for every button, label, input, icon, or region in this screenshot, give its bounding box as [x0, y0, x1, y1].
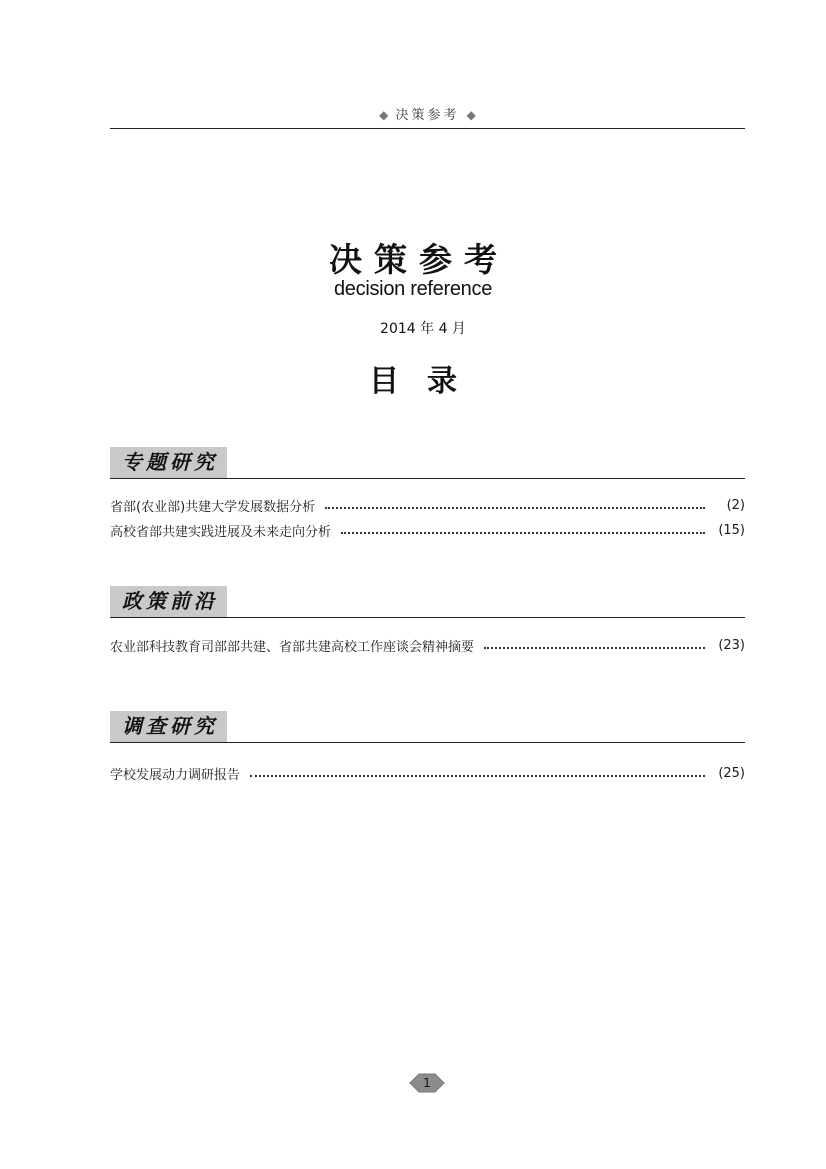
diamond-icon: ◆ [379, 108, 389, 122]
section-divider [110, 742, 745, 743]
diamond-icon: ◆ [466, 108, 476, 122]
running-header [110, 104, 745, 123]
dot-leader [484, 647, 705, 649]
toc-heading: 目录 [369, 364, 485, 399]
toc-entry[interactable] [110, 635, 745, 655]
toc-entry-page: (15) [718, 522, 745, 538]
toc-entry-title: 农业部科技教育司部部共建、省部共建高校工作座谈会精神摘要 [110, 639, 475, 655]
section-label: 政策前沿 [110, 586, 227, 617]
section-header-policy-frontier [110, 586, 745, 620]
page-number: 1 [423, 1076, 431, 1090]
dot-leader [341, 532, 705, 534]
toc-entry-page: (2) [726, 497, 745, 513]
toc-entry[interactable] [110, 763, 745, 783]
section-label: 专题研究 [110, 447, 227, 478]
toc-entry-title: 高校省部共建实践进展及未来走向分析 [110, 524, 332, 540]
header-divider [110, 128, 745, 129]
toc-entry-page: (23) [718, 637, 745, 653]
section-divider [110, 617, 745, 618]
section-label: 调查研究 [110, 711, 227, 742]
document-title: 决策参考 [329, 240, 509, 279]
toc-entry-page: (25) [718, 765, 745, 781]
document-subtitle: decision reference [333, 278, 493, 300]
running-header-title: 决策参考 [395, 108, 460, 123]
toc-entry-title: 学校发展动力调研报告 [110, 767, 241, 783]
dot-leader [325, 507, 705, 509]
toc-entry-title: 省部(农业部)共建大学发展数据分析 [110, 499, 316, 515]
section-divider [110, 478, 745, 479]
toc-entry[interactable] [110, 520, 745, 540]
page-number-badge [407, 1072, 447, 1096]
section-header-survey-research [110, 711, 745, 745]
toc-entry[interactable] [110, 495, 745, 515]
dot-leader [250, 775, 705, 777]
issue-date: 2014 年 4 月 [380, 321, 466, 337]
section-header-special-research [110, 447, 745, 481]
